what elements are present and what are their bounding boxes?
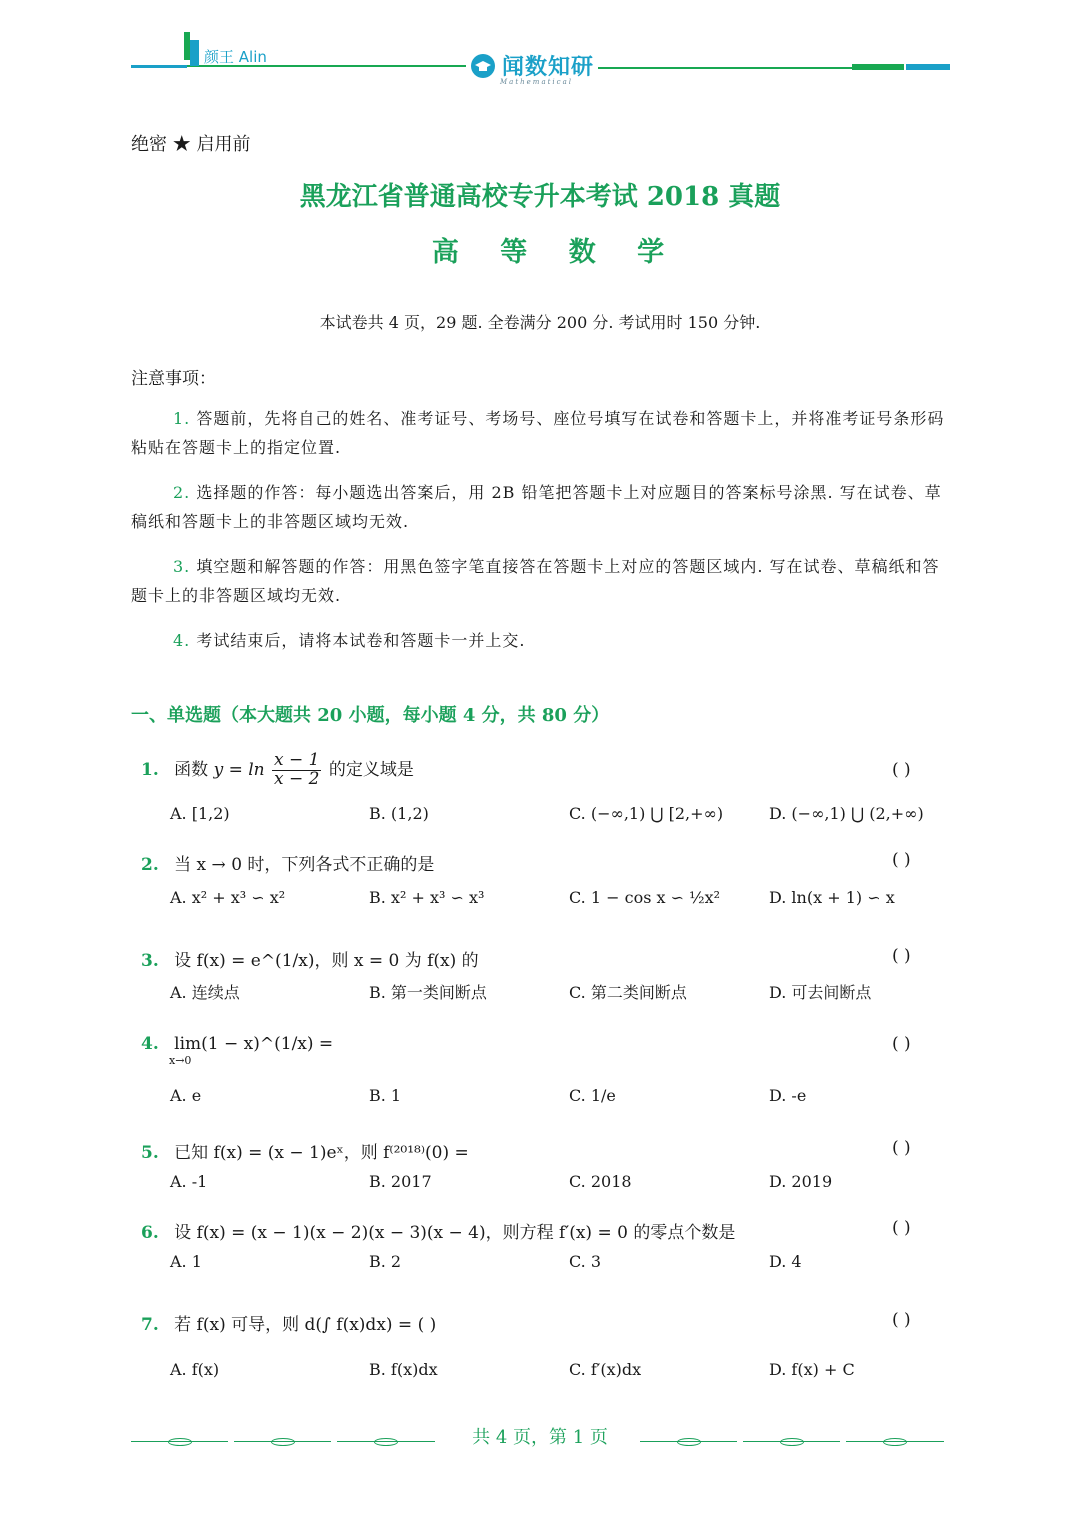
question-fraction [272,752,321,789]
answer-parentheses: ( ) [892,1310,911,1330]
wenshu-logo [466,50,598,81]
option-a: A. [1,2) [170,804,230,823]
logo-subtitle: Mathematical [500,78,573,86]
question-number: 1. [141,759,159,780]
option-b: B. 第一类间断点 [369,983,487,1002]
question-math: y = ln [213,759,265,780]
option-c: C. 2018 [569,1172,632,1191]
question-number: 7. [141,1315,159,1335]
notice-num: 3. [173,557,191,576]
option-c: C. 3 [569,1252,602,1271]
option-d: D. -e [769,1086,807,1105]
question-prefix: 函数 [174,759,214,780]
fraction-numerator: x − 1 [274,750,320,770]
header-rule-green-right [596,67,852,69]
question-4 [141,1034,951,1054]
notice-heading: 注意事项： [131,369,216,389]
question-number: 6. [141,1223,159,1243]
option-a: A. e [170,1086,202,1105]
question-1 [141,752,951,789]
question-2 [141,850,951,875]
question-7 [141,1310,951,1335]
option-b: B. x² + x³ ∽ x³ [369,888,485,907]
exam-intro: 本试卷共 4 页，29 题. 全卷满分 200 分. 考试用时 150 分钟. [319,313,761,332]
notice-text: 选择题的作答：每小题选出答案后，用 2B 铅笔把答题卡上对应题目的答案标号涂黑. 写在试卷、草稿纸和答题卡上的非答题区域均无效. [131,483,942,531]
question-text: 若 f(x) 可导，则 d(∫ f(x)dx) = ( ) [174,1315,437,1335]
option-b: B. 2 [369,1252,402,1271]
notice-num: 1. [173,409,191,428]
notice-item [131,404,949,462]
option-a: A. -1 [170,1172,208,1191]
option-b: B. f(x)dx [369,1360,438,1379]
question-text: 设 f(x) = (x − 1)(x − 2)(x − 3)(x − 4)，则方程 f′(x) = 0 的零点个数是 [174,1223,736,1243]
notice-num: 2. [173,483,191,502]
graduation-cap-icon [470,53,496,79]
question-5 [141,1138,951,1163]
option-d: D. 4 [769,1252,802,1271]
page-footer: 共 4 页，第 1 页 [472,1427,608,1448]
option-d: D. 可去间断点 [769,983,872,1002]
answer-parentheses: ( ) [892,850,911,870]
option-b: B. (1,2) [369,804,429,823]
alin-logo-icon [182,32,202,66]
option-a: A. x² + x³ ∽ x² [170,888,286,907]
option-a: A. f(x) [170,1360,220,1379]
section-title: 一、单选题（本大题共 20 小题，每小题 4 分，共 80 分） [131,705,610,726]
question-6 [141,1218,951,1243]
brand-left-text: 颜王 Alin [204,48,267,66]
question-number: 4. [141,1034,159,1054]
option-c: C. 第二类间断点 [569,983,687,1002]
question-text: lim(1 − x)^(1/x) = [174,1034,334,1054]
option-d: D. ln(x + 1) ∽ x [769,888,895,907]
notice-num: 4. [173,631,191,650]
logo-text: 闻数知研 [502,55,595,80]
notice-text: 考试结束后，请将本试卷和答题卡一并上交. [190,631,526,650]
option-c: C. 1/e [569,1086,616,1105]
notice-item [131,552,949,610]
question-suffix: 的定义域是 [328,759,414,780]
notice-item [131,626,949,655]
option-d: D. 2019 [769,1172,833,1191]
question-3 [141,946,951,971]
question-text: 当 x → 0 时，下列各式不正确的是 [174,855,435,875]
limit-subscript: x→0 [169,1054,192,1067]
question-number: 3. [141,951,159,971]
question-number: 2. [141,855,159,875]
answer-parentheses: ( ) [892,1218,911,1238]
answer-parentheses: ( ) [892,1138,911,1158]
fraction-denominator: x − 2 [274,768,320,789]
option-b: B. 1 [369,1086,402,1105]
option-c: C. f′(x)dx [569,1360,642,1379]
notice-text: 填空题和解答题的作答：用黑色签字笔直接答在答题卡上对应的答题区域内. 写在试卷、草稿纸和答题卡上的非答题区域均无效. [131,557,940,605]
option-d: D. (−∞,1) ⋃ (2,+∞) [769,804,924,823]
header-rule-blue-left [131,65,187,68]
option-b: B. 2017 [369,1172,432,1191]
option-a: A. 1 [170,1252,202,1271]
confidential-label: 绝密 ★ 启用前 [131,134,251,155]
exam-subject: 高 等 数 学 [431,237,681,268]
header-rule-green-block [852,64,904,70]
question-number: 5. [141,1143,159,1163]
option-c: C. (−∞,1) ⋃ [2,+∞) [569,804,724,823]
exam-title: 黑龙江省普通高校专升本考试 2018 真题 [299,182,781,212]
notice-text: 答题前，先将自己的姓名、准考证号、考场号、座位号填写在试卷和答题卡上，并将准考证号条形码粘贴在答题卡上的指定位置. [131,409,945,457]
answer-parentheses: ( ) [892,946,911,966]
notice-item [131,478,949,536]
answer-parentheses: ( ) [892,760,911,780]
question-text: 设 f(x) = e^(1/x)，则 x = 0 为 f(x) 的 [174,951,479,971]
option-c: C. 1 − cos x ∽ ½x² [569,888,721,907]
header-rule-blue-block [906,64,950,70]
option-a: A. 连续点 [170,983,240,1002]
option-d: D. f(x) + C [769,1360,855,1379]
question-text: 已知 f(x) = (x − 1)eˣ，则 f⁽²⁰¹⁸⁾(0) = [174,1143,469,1163]
answer-parentheses: ( ) [892,1034,911,1054]
